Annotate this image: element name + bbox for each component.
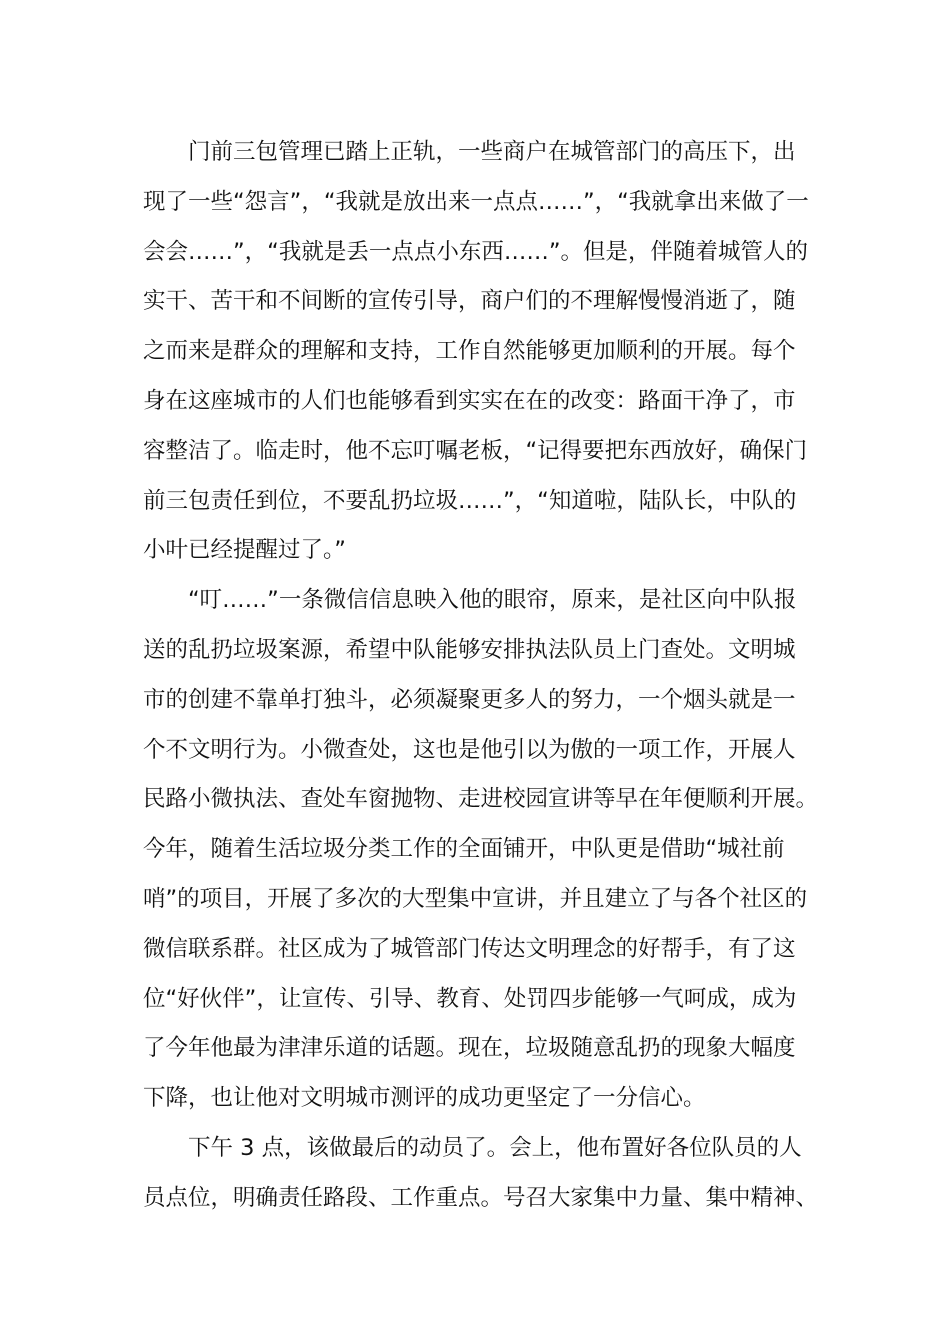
text-line: 现了一些“怨言”，“我就是放出来一点点……”，“我就拿出来做了一 <box>143 188 809 215</box>
text-line: 个不文明行为。小微查处，这也是他引以为傲的一项工作，开展人 <box>143 736 796 763</box>
text-line: 实干、苦干和不间断的宣传引导，商户们的不理解慢慢消逝了，随 <box>143 288 796 315</box>
paragraph-3 <box>143 1124 819 1224</box>
text-line: 民路小微执法、查处车窗抛物、走进校园宣讲等早在年便顺利开展。 <box>143 786 819 813</box>
text-line: 小叶已经提醒过了。” <box>143 537 346 564</box>
paragraph-2 <box>143 576 819 1124</box>
text-line: 了今年他最为津津乐道的话题。现在，垃圾随意乱扔的现象大幅度 <box>143 1035 796 1062</box>
text-line: 下降，也让他对文明城市测评的成功更坚定了一分信心。 <box>143 1085 706 1112</box>
text-line: 之而来是群众的理解和支持，工作自然能够更加顺利的开展。每个 <box>143 338 796 365</box>
document-body <box>143 128 819 1224</box>
text-line: 身在这座城市的人们也能够看到实实在在的改变：路面干净了，市 <box>143 387 796 414</box>
text-line: 下午 3 点，该做最后的动员了。会上，他布置好各位队员的人 <box>188 1134 802 1161</box>
paragraph-1 <box>143 128 813 576</box>
text-line: 前三包责任到位，不要乱扔垃圾……”，“知道啦，陆队长，中队的 <box>143 487 797 514</box>
text-line: 容整洁了。临走时，他不忘叮嘱老板，“记得要把东西放好，确保门 <box>143 437 808 464</box>
text-line: 会会……”，“我就是丢一点点小东西……”。但是，伴随着城管人的 <box>143 238 808 265</box>
text-line: 位“好伙伴”，让宣传、引导、教育、处罚四步能够一气呵成，成为 <box>143 985 797 1012</box>
text-line: 门前三包管理已踏上正轨，一些商户在城管部门的高压下，出 <box>188 139 796 165</box>
text-line: 今年，随着生活垃圾分类工作的全面铺开，中队更是借助“城社前 <box>143 836 785 863</box>
text-line: 送的乱扔垃圾案源，希望中队能够安排执法队员上门查处。文明城 <box>143 636 796 663</box>
text-line: 员点位，明确责任路段、工作重点。号召大家集中力量、集中精神、 <box>143 1184 819 1211</box>
text-line: 市的创建不靠单打独斗，必须凝聚更多人的努力，一个烟头就是一 <box>143 686 796 713</box>
text-line: 微信联系群。社区成为了城管部门传达文明理念的好帮手，有了这 <box>143 935 796 962</box>
text-line: “叮……”一条微信信息映入他的眼帘，原来，是社区向中队报 <box>188 587 797 614</box>
text-line: 哨”的项目，开展了多次的大型集中宣讲，并且建立了与各个社区的 <box>143 885 808 912</box>
